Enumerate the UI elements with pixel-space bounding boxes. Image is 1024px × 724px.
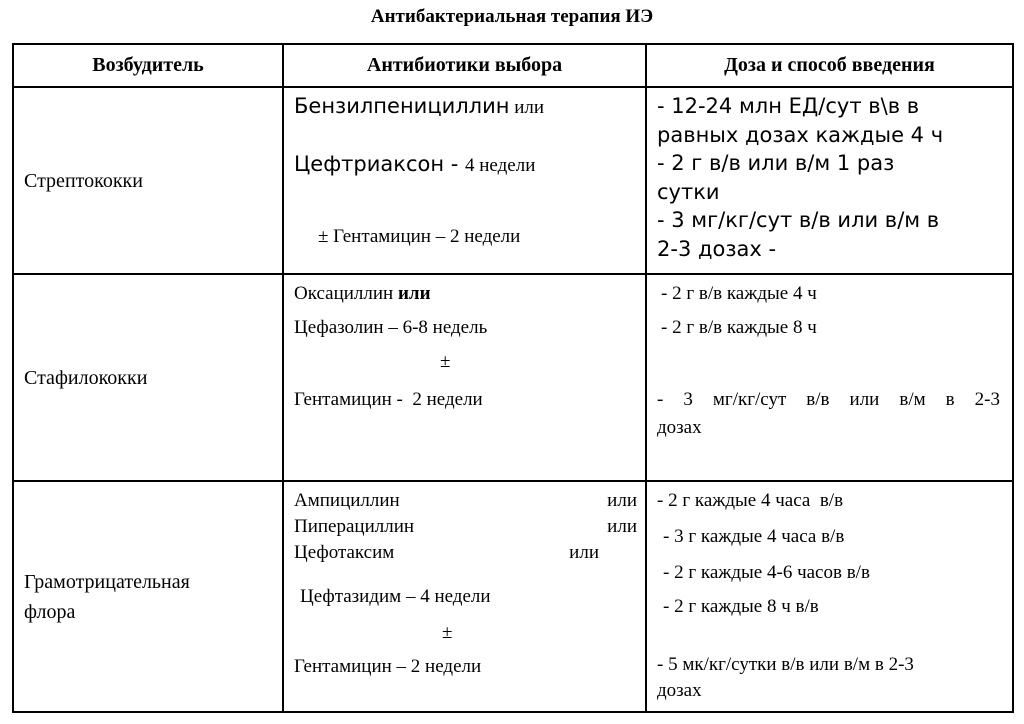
or-label: или <box>607 490 637 511</box>
antibiotic-line <box>294 94 544 119</box>
dose-line: - 3 г каждые 4 часа в/в <box>663 526 845 547</box>
dose-line: - 2 г в/в или в/м 1 раз <box>657 151 895 175</box>
duration: 4 недели <box>465 155 536 176</box>
pathogen-label: Стафилококки <box>24 366 148 389</box>
antibiotics-cell <box>283 87 646 274</box>
dose-line: - 2 г в/в каждые 4 ч <box>661 283 817 304</box>
or-label: или <box>569 542 599 563</box>
table-header-row <box>13 44 1013 87</box>
dose-line: 2-3 дозах - <box>657 236 777 261</box>
page-title: Антибактериальная терапия ИЭ <box>370 6 654 27</box>
dose-line: сутки <box>657 179 720 204</box>
header-dose: Доза и способ введения <box>646 44 1013 87</box>
dose-line: - 2 г каждые 4 часа в/в <box>657 490 844 511</box>
dose-line: - 3 мг/кг/сут в/в или в/м в 2-3 <box>657 389 1000 410</box>
table-row <box>13 481 1013 712</box>
antibiotic-line <box>294 283 431 305</box>
pathogen-label: Стрептококки <box>24 169 143 192</box>
or-label: или <box>393 283 431 304</box>
dose-line: - 2 г каждые 4-6 часов в/в <box>663 562 870 583</box>
antibiotic-line: Гентамицин - 2 недели <box>294 389 483 410</box>
pathogen-cell <box>13 481 283 712</box>
antibiotic-line: ± <box>440 351 451 372</box>
dose-cell <box>646 274 1013 481</box>
dose-line: - 3 мг/кг/сут в/в или в/м в <box>657 208 940 232</box>
drug-name: Ампициллин <box>294 490 400 511</box>
dose-line: дозах <box>657 417 702 438</box>
antibiotic-line: Гентамицин – 2 недели <box>294 656 482 677</box>
drug-name: Цефтриаксон <box>294 152 445 176</box>
dash: - <box>444 152 466 176</box>
table-row <box>13 274 1013 481</box>
antibiotics-cell <box>283 481 646 712</box>
antibiotic-line <box>294 514 637 540</box>
dose-cell <box>646 87 1013 274</box>
dose-line: - 12-24 млн ЕД/сут в\в в <box>657 94 920 118</box>
header-pathogen: Возбудитель <box>13 44 283 87</box>
antibiotic-line: Цефазолин – 6-8 недель <box>294 317 488 338</box>
drug-name: Бензилпенициллин <box>294 94 510 118</box>
dose-line: - 5 мк/кг/сутки в/в или в/м в 2-3 <box>657 654 914 675</box>
pathogen-label: флора <box>24 600 76 623</box>
antibiotic-line: ± <box>442 622 453 643</box>
antibiotic-therapy-table <box>12 43 1014 713</box>
dose-line: - 2 г в/в каждые 8 ч <box>661 317 817 338</box>
dose-cell <box>646 481 1013 712</box>
pathogen-cell <box>13 87 283 274</box>
or-label: или <box>509 97 545 118</box>
antibiotic-line <box>294 152 535 177</box>
drug-name: Оксациллин <box>294 283 394 304</box>
dose-line: равных дозах каждые 4 ч <box>657 122 944 147</box>
pathogen-cell <box>13 274 283 481</box>
antibiotics-cell <box>283 274 646 481</box>
or-label: или <box>607 516 637 537</box>
antibiotic-line <box>294 488 637 514</box>
antibiotic-line: Цефтазидим – 4 недели <box>300 586 491 607</box>
header-antibiotics: Антибиотики выбора <box>283 44 646 87</box>
dose-line: дозах <box>657 680 702 701</box>
antibiotic-line: ± Гентамицин – 2 недели <box>318 226 521 247</box>
dose-line: - 2 г каждые 8 ч в/в <box>663 596 819 617</box>
table-row <box>13 87 1013 274</box>
drug-name: Цефотаксим <box>294 542 395 563</box>
pathogen-label: Грамотрицательная <box>24 570 190 593</box>
antibiotic-line <box>294 540 637 566</box>
drug-name: Пиперациллин <box>294 516 415 537</box>
